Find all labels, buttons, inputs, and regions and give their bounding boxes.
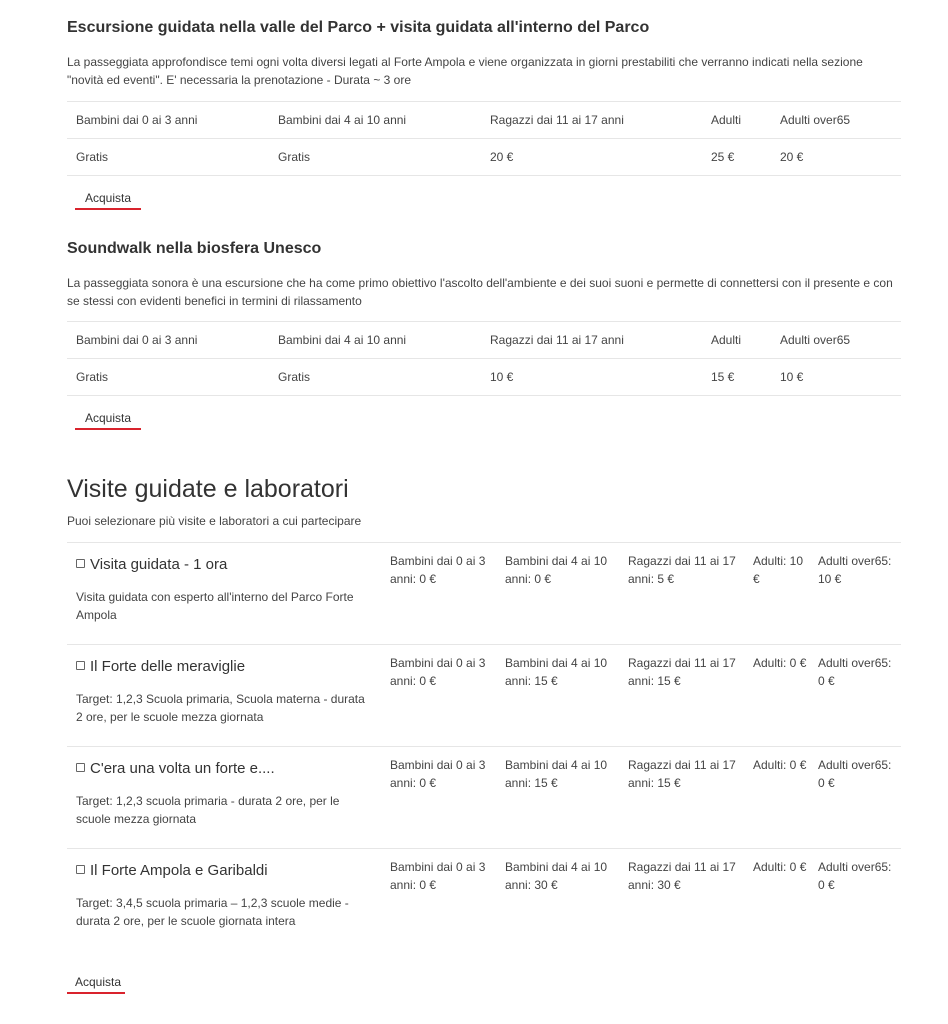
table-header-cell: Bambini dai 4 ai 10 anni: [269, 102, 481, 139]
price-cell: 10 €: [771, 359, 901, 396]
checkbox[interactable]: [76, 865, 85, 874]
table-header-cell: Adulti over65: [771, 102, 901, 139]
visit-price-adulti: Adulti: 0 €: [753, 860, 807, 874]
visit-name: Visita guidata - 1 ora: [90, 556, 228, 573]
visit-price-11-17: Ragazzi dai 11 ai 17 anni: 5 €: [628, 554, 736, 586]
visit-price-4-10: Bambini dai 4 ai 10 anni: 0 €: [505, 554, 608, 586]
price-cell: 20 €: [481, 139, 702, 176]
visit-price-over65: Adulti over65: 0 €: [818, 860, 892, 892]
table-header-cell: Adulti over65: [771, 322, 901, 359]
price-cell: Gratis: [67, 359, 269, 396]
visit-price-adulti: Adulti: 10 €: [753, 554, 804, 586]
visits-subtitle: Puoi selezionare più visite e laboratori a cui partecipare: [67, 514, 362, 528]
visit-price-11-17: Ragazzi dai 11 ai 17 anni: 15 €: [628, 758, 736, 790]
checkbox[interactable]: [76, 763, 85, 772]
visit-description: Target: 3,4,5 scuola primaria – 1,2,3 scuole medie - durata 2 ore, per le scuole giornata intera: [76, 896, 349, 928]
visit-price-adulti: Adulti: 0 €: [753, 656, 807, 670]
visit-price-11-17: Ragazzi dai 11 ai 17 anni: 30 €: [628, 860, 736, 892]
table-header-cell: Bambini dai 0 ai 3 anni: [67, 322, 269, 359]
visit-description: Target: 1,2,3 Scuola primaria, Scuola materna - durata 2 ore, per le scuole mezza giornata: [76, 692, 365, 724]
visit-name: C'era una volta un forte e....: [90, 760, 275, 777]
visit-item: [67, 644, 901, 747]
table-header-cell: Ragazzi dai 11 ai 17 anni: [481, 322, 702, 359]
visit-price-over65: Adulti over65: 10 €: [818, 554, 892, 586]
price-cell: 15 €: [702, 359, 771, 396]
price-cell: 10 €: [481, 359, 702, 396]
visit-price-0-3: Bambini dai 0 ai 3 anni: 0 €: [390, 860, 486, 892]
visit-checkbox-label[interactable]: [76, 658, 245, 675]
table-header-cell: Bambini dai 0 ai 3 anni: [67, 102, 269, 139]
visit-price-over65: Adulti over65: 0 €: [818, 656, 892, 688]
section-description-soundwalk: La passeggiata sonora è una escursione che ha come primo obiettivo l'ascolto dell'ambiente e dei suoi suoni e permette di connettersi con il presente e con se stessi con evidenti benefici in termini di rilassamento: [67, 276, 893, 308]
table-header-cell: Bambini dai 4 ai 10 anni: [269, 322, 481, 359]
visit-checkbox-label[interactable]: [76, 760, 275, 777]
section-title-escursione: Escursione guidata nella valle del Parco + visita guidata all'interno del Parco: [67, 19, 650, 36]
visit-price-11-17: Ragazzi dai 11 ai 17 anni: 15 €: [628, 656, 736, 688]
acquista-button-escursione[interactable]: Acquista: [75, 191, 141, 210]
acquista-button-visite[interactable]: Acquista: [67, 975, 125, 994]
price-table-soundwalk: [67, 321, 901, 396]
visit-name: Il Forte Ampola e Garibaldi: [90, 862, 268, 879]
visit-price-4-10: Bambini dai 4 ai 10 anni: 15 €: [505, 656, 608, 688]
visit-description: Visita guidata con esperto all'interno del Parco Forte Ampola: [76, 590, 354, 622]
visit-description: Target: 1,2,3 scuola primaria - durata 2 ore, per le scuole mezza giornata: [76, 794, 340, 826]
visit-price-0-3: Bambini dai 0 ai 3 anni: 0 €: [390, 554, 486, 586]
visit-checkbox-label[interactable]: [76, 862, 268, 879]
price-cell: 25 €: [702, 139, 771, 176]
price-cell: Gratis: [67, 139, 269, 176]
table-header-row: [67, 102, 901, 139]
visit-item: [67, 848, 901, 951]
table-header-row: [67, 322, 901, 359]
acquista-button-soundwalk[interactable]: Acquista: [75, 411, 141, 430]
table-row: [67, 359, 901, 396]
table-header-cell: Ragazzi dai 11 ai 17 anni: [481, 102, 702, 139]
visit-price-over65: Adulti over65: 0 €: [818, 758, 892, 790]
visit-item: [67, 542, 901, 645]
table-header-cell: Adulti: [702, 102, 771, 139]
visit-price-0-3: Bambini dai 0 ai 3 anni: 0 €: [390, 758, 486, 790]
visits-title: Visite guidate e laboratori: [67, 475, 349, 503]
visit-price-4-10: Bambini dai 4 ai 10 anni: 15 €: [505, 758, 608, 790]
checkbox[interactable]: [76, 559, 85, 568]
price-table-escursione: [67, 101, 901, 176]
visit-price-0-3: Bambini dai 0 ai 3 anni: 0 €: [390, 656, 486, 688]
section-description-escursione: La passeggiata approfondisce temi ogni volta diversi legati al Forte Ampola e viene organizzata in giorni prestabiliti che verranno indicati nella sezione "novità ed eventi". E' necessaria la prenotazione - Durata ~ 3 ore: [67, 55, 863, 87]
visit-checkbox-label[interactable]: [76, 556, 227, 573]
price-cell: Gratis: [269, 139, 481, 176]
visit-price-adulti: Adulti: 0 €: [753, 758, 807, 772]
table-header-cell: Adulti: [702, 322, 771, 359]
visit-name: Il Forte delle meraviglie: [90, 658, 246, 675]
price-cell: 20 €: [771, 139, 901, 176]
visit-item: [67, 746, 901, 849]
section-title-soundwalk: Soundwalk nella biosfera Unesco: [67, 240, 322, 257]
checkbox[interactable]: [76, 661, 85, 670]
visit-price-4-10: Bambini dai 4 ai 10 anni: 30 €: [505, 860, 608, 892]
price-cell: Gratis: [269, 359, 481, 396]
table-row: [67, 139, 901, 176]
